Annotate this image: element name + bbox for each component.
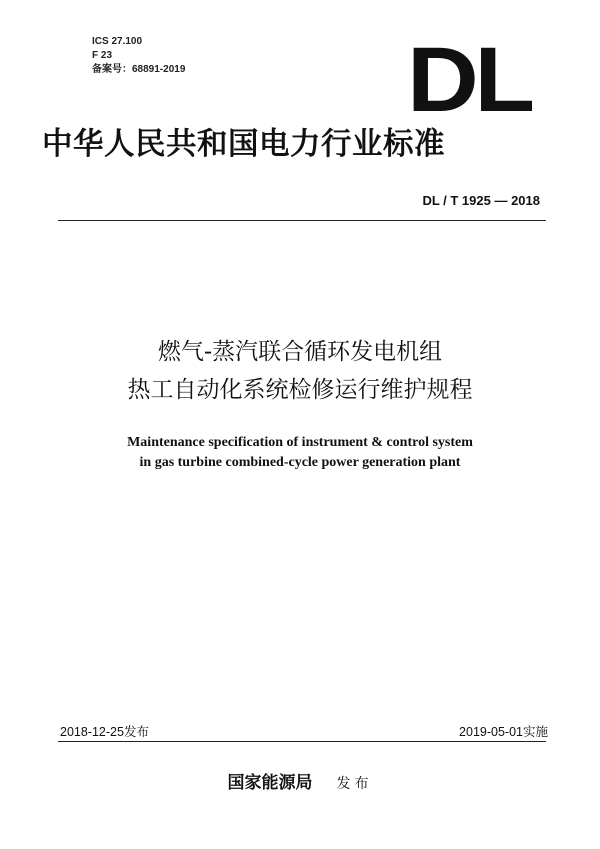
filing-number: 备案号：68891-2019 xyxy=(92,64,186,75)
publisher-action: 发布 xyxy=(336,776,373,792)
dl-logo: DL xyxy=(407,29,531,131)
classification-code: F 23 xyxy=(92,50,113,61)
publisher-name: 国家能源局 xyxy=(227,773,313,793)
document-title-cn-line1: 燃气-蒸汽联合循环发电机组 xyxy=(157,339,443,365)
standard-category-title: 中华人民共和国电力行业标准 xyxy=(42,126,445,162)
issue-date: 2018-12-25发布 xyxy=(60,725,149,739)
bottom-divider xyxy=(58,741,546,742)
document-title-cn-line2: 热工自动化系统检修运行维护规程 xyxy=(127,377,473,403)
ics-code: ICS 27.100 xyxy=(92,36,143,47)
publisher-line xyxy=(0,768,600,793)
document-title-en-line1: Maintenance specification of instrument & control system xyxy=(127,435,473,450)
standard-number: DL / T 1925 — 2018 xyxy=(422,193,540,208)
document-title-en-line2: in gas turbine combined-cycle power generation plant xyxy=(139,455,461,470)
implementation-date: 2019-05-01实施 xyxy=(459,725,548,739)
top-divider xyxy=(58,220,546,221)
